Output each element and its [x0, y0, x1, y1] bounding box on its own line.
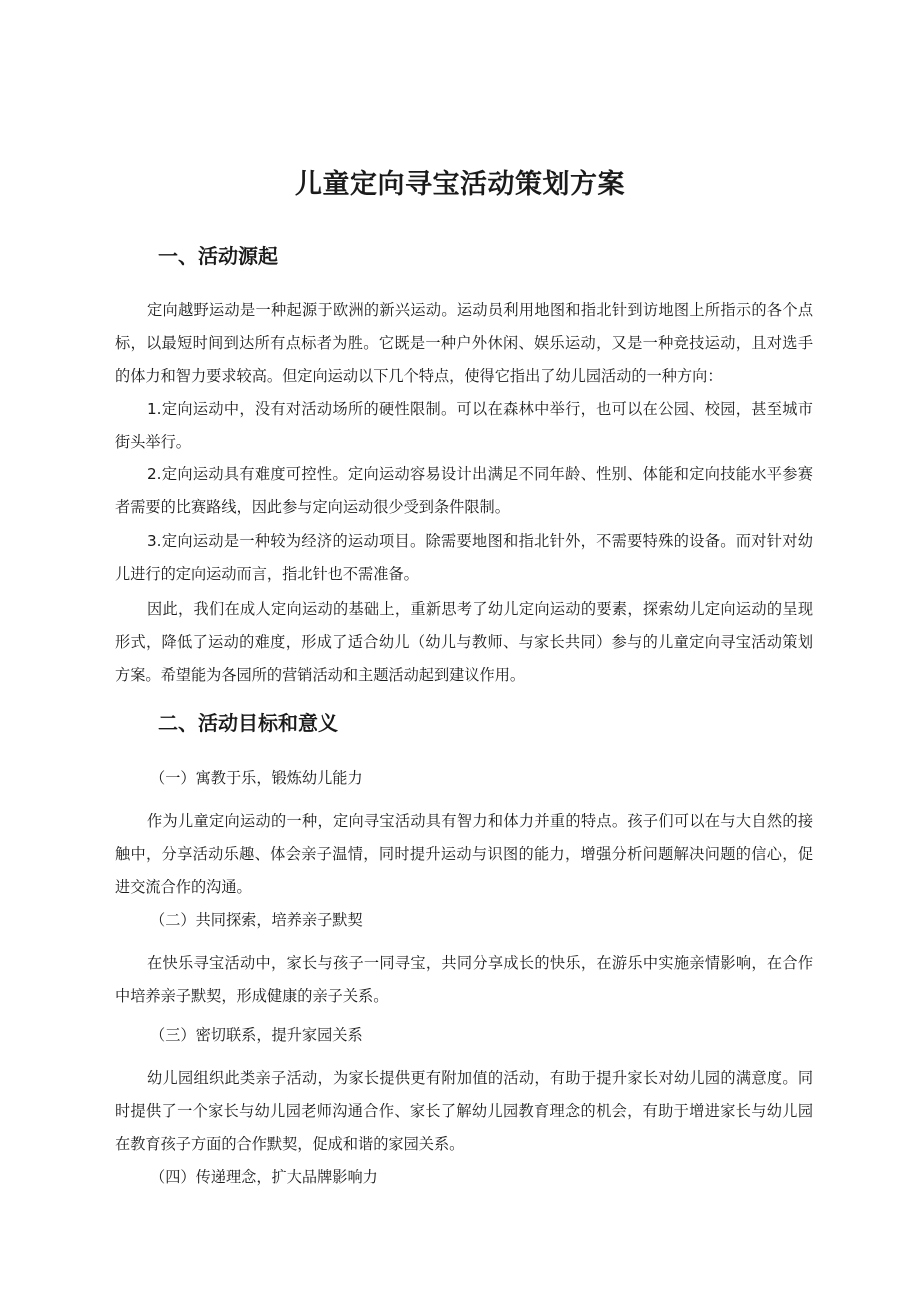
subheading-goal-1: （一）寓教于乐，锻炼幼儿能力: [150, 769, 363, 787]
paragraph-goal-2: 在快乐寻宝活动中，家长与孩子一同寻宝，共同分享成长的快乐，在游乐中实施亲情影响，在合作中培养亲子默契，形成健康的亲子关系。: [115, 954, 813, 1005]
section-heading-origin: 一、活动源起: [158, 244, 278, 268]
section-heading-goals: 二、活动目标和意义: [158, 711, 338, 735]
paragraph-feature-1: 1.定向运动中，没有对活动场所的硬性限制。可以在森林中举行，也可以在公园、校园，甚至城市街头举行。: [115, 400, 813, 451]
paragraph-origin-conclusion: 因此，我们在成人定向运动的基础上，重新思考了幼儿定向运动的要素，探索幼儿定向运动的呈现形式，降低了运动的难度，形成了适合幼儿（幼儿与教师、与家长共同）参与的儿童定向寻宝活动策划方案。希望能为各园所的营销活动和主题活动起到建议作用。: [115, 600, 813, 684]
subheading-goal-3: （三）密切联系，提升家园关系: [150, 1026, 363, 1044]
document-title: 儿童定向寻宝活动策划方案: [295, 169, 625, 200]
subheading-goal-4: （四）传递理念，扩大品牌影响力: [150, 1168, 378, 1186]
paragraph-feature-2: 2.定向运动具有难度可控性。定向运动容易设计出满足不同年龄、性别、体能和定向技能水平参赛者需要的比赛路线，因此参与定向运动很少受到条件限制。: [115, 465, 813, 516]
paragraph-goal-1: 作为儿童定向运动的一种，定向寻宝活动具有智力和体力并重的特点。孩子们可以在与大自然的接触中，分享活动乐趣、体会亲子温情，同时提升运动与识图的能力，增强分析问题解决问题的信心，促进交流合作的沟通。: [115, 812, 813, 896]
subheading-goal-2: （二）共同探索，培养亲子默契: [150, 911, 363, 929]
paragraph-feature-3: 3.定向运动是一种较为经济的运动项目。除需要地图和指北针外，不需要特殊的设备。而对针对幼儿进行的定向运动而言，指北针也不需准备。: [115, 532, 813, 583]
paragraph-goal-3: 幼儿园组织此类亲子活动，为家长提供更有附加值的活动，有助于提升家长对幼儿园的满意度。同时提供了一个家长与幼儿园老师沟通合作、家长了解幼儿园教育理念的机会，有助于增进家长与幼儿园在教育孩子方面的合作默契，促成和谐的家园关系。: [115, 1069, 813, 1153]
paragraph-origin-intro: 定向越野运动是一种起源于欧洲的新兴运动。运动员利用地图和指北针到访地图上所指示的各个点标，以最短时间到达所有点标者为胜。它既是一种户外休闲、娱乐运动，又是一种竞技运动，且对选手的体力和智力要求较高。但定向运动以下几个特点，使得它指出了幼儿园活动的一种方向：: [115, 301, 813, 385]
